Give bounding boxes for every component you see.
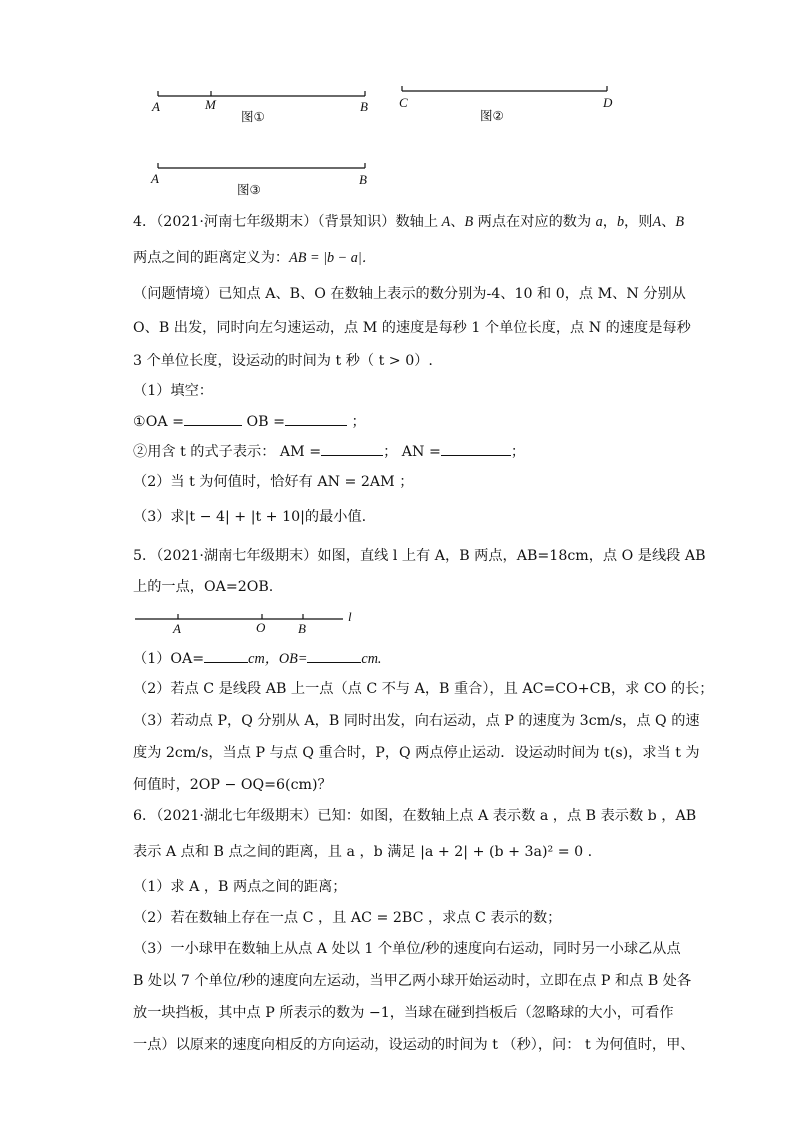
fig1-label-m: M bbox=[205, 97, 216, 112]
q4-line-5: 3 个单位长度，设运动的时间为 t 秒（ t > 0）. bbox=[133, 353, 433, 369]
answer-blank-ob[interactable] bbox=[285, 411, 347, 426]
q4-line-1-a: 4．（2021·河南七年级期末）（背景知识）数轴上 bbox=[133, 214, 439, 230]
fig2-label-c: C bbox=[399, 95, 408, 110]
q6-part-1: （1）求 A ，B 两点之间的距离； bbox=[133, 879, 347, 895]
q4-part-3: （3）求|t − 4| + |t + 10|的最小值. bbox=[133, 509, 367, 525]
q5-line-2: 上的一点，OA=2OB. bbox=[133, 579, 274, 595]
fig1-label-a: A bbox=[152, 99, 160, 114]
answer-blank-an[interactable] bbox=[441, 441, 511, 456]
q6-line-1: 6．（2021·湖北七年级期末）已知：如图，在数轴上点 A 表示数 a ，点 B 表示数 b ，AB bbox=[133, 808, 697, 824]
q5-line-1: 5．（2021·湖南七年级期末）如图，直线 l 上有 A，B 两点，AB=18cm，点 O 是线段 AB bbox=[133, 548, 706, 564]
q4-line-2 bbox=[133, 248, 673, 268]
q4-p1a-label-oa: ①OA = bbox=[133, 414, 184, 430]
q4-p1a-label-ob: OB = bbox=[246, 414, 285, 430]
fig2-caption: 图② bbox=[480, 108, 504, 123]
q4-part-1b bbox=[133, 441, 673, 462]
q4-part-2: （2）当 t 为何值时，恰好有 AN = 2AM ； bbox=[133, 474, 414, 490]
q4-p1b-label-an: ； AN = bbox=[383, 444, 441, 460]
fig1-label-b: B bbox=[360, 99, 368, 114]
q4-line-1: 4．（2021·河南七年级期末）（背景知识）数轴上 A、B 两点在对应的数为 a，b，则A、B bbox=[133, 214, 684, 230]
q4-line-1-b: 两点在对应的数为 bbox=[477, 214, 592, 230]
q5-part-2: （2）若点 C 是线段 AB 上一点（点 C 不与 A，B 重合），且 AC=CO+CB，求 CO 的长； bbox=[133, 681, 714, 697]
q4-part-1: （1）填空： bbox=[133, 383, 213, 399]
q5-label-b: B bbox=[298, 621, 306, 636]
q6-part-3b: B 处以 7 个单位/秒的速度向左运动，当甲乙两小球开始运动时，立即在点 P 和点 B 处各 bbox=[133, 973, 692, 989]
q6-line-2: 表示 A 点和 B 点之间的距离，且 a ，b 满足 |a + 2| + (b + 3a)² = 0 . bbox=[133, 844, 593, 860]
q5-label-o: O bbox=[256, 620, 266, 635]
q5-part-3a: （3）若动点 P，Q 分别从 A，B 同时出发，向右运动，点 P 的速度为 3cm/s，点 Q 的速 bbox=[133, 713, 700, 729]
answer-blank-am[interactable] bbox=[321, 441, 383, 456]
fig1-caption: 图① bbox=[241, 109, 265, 124]
q6-part-3c: 放一块挡板，其中点 P 所表示的数为 −1，当球在碰到挡板后（忽略球的大小，可看作 bbox=[133, 1005, 674, 1021]
q5-p1-label-ob: cm，OB= bbox=[248, 651, 308, 667]
q4-formula: AB = |b − a|． bbox=[289, 250, 376, 266]
q5-label-l: l bbox=[348, 609, 352, 624]
q4-line-4: O、B 出发，同时向左匀速运动，点 M 的速度是每秒 1 个单位长度，点 N 的速度是每秒 bbox=[133, 320, 691, 336]
q4-line-1-c: ，则 bbox=[624, 214, 653, 230]
fig3-caption: 图③ bbox=[237, 182, 261, 197]
q5-p1-end: cm. bbox=[361, 651, 382, 667]
q5-part-3c: 何值时，2OP − OQ=6(cm)？ bbox=[133, 777, 332, 793]
q5-label-a: A bbox=[173, 621, 181, 636]
answer-blank-oa[interactable] bbox=[184, 411, 242, 426]
q4-line-2-a: 两点之间的距离定义为： bbox=[133, 250, 290, 266]
q4-part-1a bbox=[133, 411, 673, 432]
answer-blank-q5-oa[interactable] bbox=[204, 648, 248, 663]
q4-p1b-label-am: ②用含 t 的式子表示： AM = bbox=[133, 444, 322, 460]
q5-part-3b: 度为 2cm/s，当点 P 与点 Q 重合时，P，Q 两点停止运动．设运动时间为 t(s)，求当 t 为 bbox=[133, 745, 700, 761]
q6-part-3a: （3）一小球甲在数轴上从点 A 处以 1 个单位/秒的速度向右运动，同时另一小球乙从点 bbox=[133, 941, 681, 957]
q5-part-1 bbox=[133, 648, 673, 669]
q5-p1-label-oa: （1）OA= bbox=[133, 651, 205, 667]
q4-p1b-end: ； bbox=[510, 444, 526, 460]
q4-p1a-end: ； bbox=[351, 414, 366, 430]
answer-blank-q5-ob[interactable] bbox=[307, 648, 361, 663]
q4-line-3: （问题情境）已知点 A、B、O 在数轴上表示的数分别为-4、10 和 0，点 M、N 分别从 bbox=[133, 286, 686, 302]
fig2-label-d: D bbox=[603, 95, 613, 110]
q6-part-2: （2）若在数轴上存在一点 C ，且 AC = 2BC ，求点 C 表示的数； bbox=[133, 910, 562, 926]
fig3-label-a: A bbox=[151, 171, 159, 186]
fig3-label-b: B bbox=[359, 172, 367, 187]
q6-part-3d: 一点）以原来的速度向相反的方向运动，设运动的时间为 t （秒），问： t 为何值时，甲、 bbox=[133, 1037, 695, 1053]
